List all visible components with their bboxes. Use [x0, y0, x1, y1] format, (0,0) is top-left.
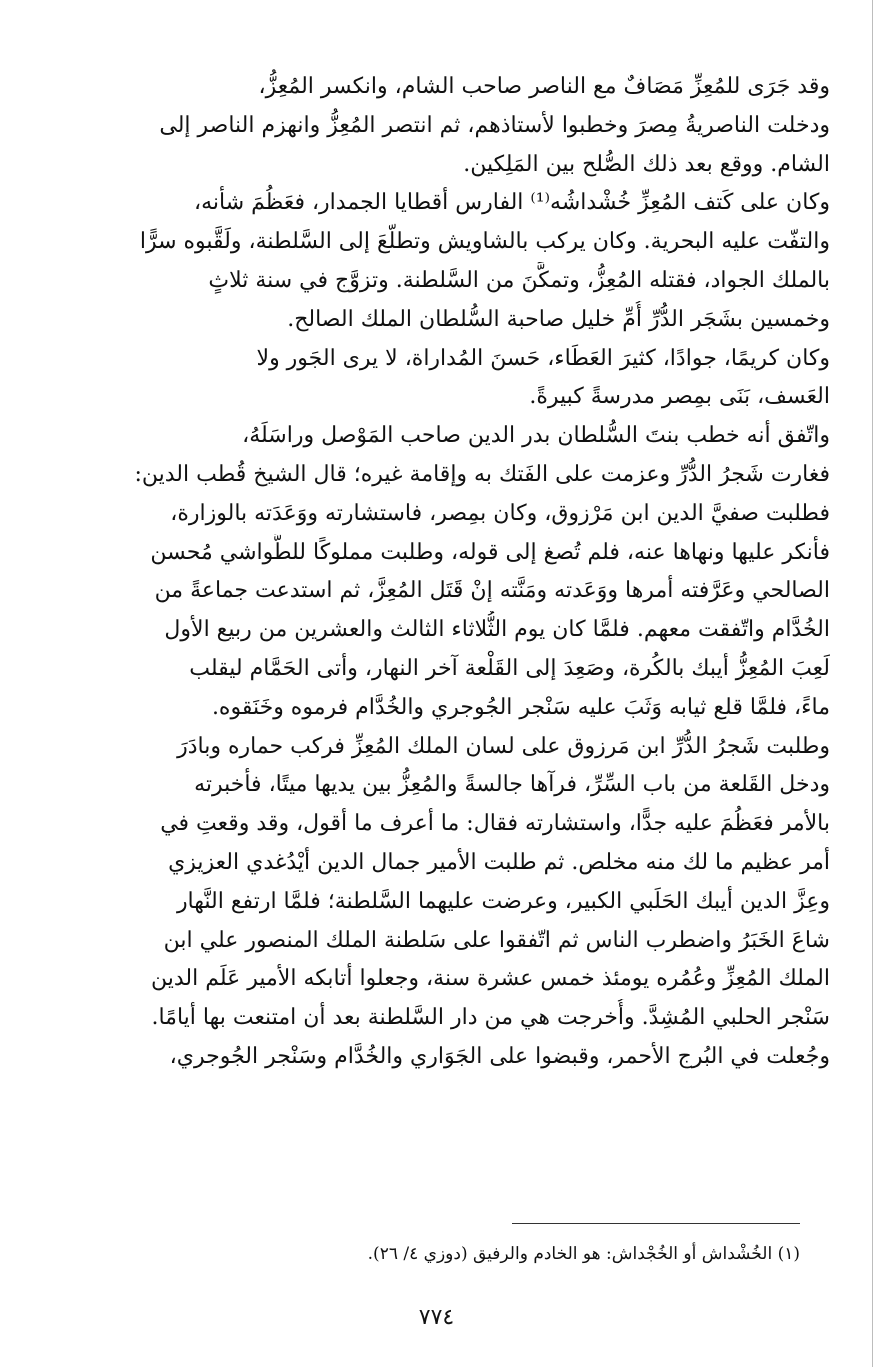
text-line: الملك المُعِزِّ وعُمُره يومئذ خمس عشرة سنة، وجعلوا أتابكه الأمير عَلَم الدين	[150, 966, 830, 992]
text-line: الصالحي وعَرَّفته أمرها ووَعَدته ومَنَّته إنْ قَتَل المُعِزَّ، ثم استدعت جماعةً من	[154, 578, 830, 604]
text-line: العَسف، بَنَى بمِصر مدرسةً كبيرةً.	[529, 384, 830, 410]
text-line: ماءً، فلمَّا قلع ثيابه وَثَبَ عليه سَنْجر الجُوجري والخُدَّام فرموه وخَنَقوه.	[211, 694, 830, 720]
text-line: وخمسين بشَجَر الدُّرِّ أُمِّ خليل صاحبة السُّلطان الملك الصالح.	[287, 306, 830, 332]
text-line: وكان على كَتف المُعِزِّ خُشْداشُه⁽¹⁾ الفارس أقطايا الجمدار، فعَظُمَ شأنه،	[194, 190, 830, 216]
text-line: واتّفق أنه خطب بنتَ السُّلطان بدر الدين صاحب المَوْصل وراسَلَهُ،	[242, 423, 830, 449]
text-line: وكان كريمًا، جوادًا، كثيرَ العَطَاء، حَسنَ المُداراة، لا يرى الجَور ولا	[256, 345, 830, 371]
text-line: فغارت شَجرُ الدُّرِّ وعزمت على الفَتك به وإقامة غيره؛ قال الشيخ قُطب الدين:	[134, 461, 830, 487]
text-line: الشام. ووقع بعد ذلك الصُّلح بين المَلِكين.	[463, 151, 830, 177]
text-line: وقد جَرَى للمُعِزِّ مَصَافٌ مع الناصر صاحب الشام، وانكسر المُعِزُّ،	[258, 74, 830, 99]
text-line: فأنكر عليها ونهاها عنه، فلم تُصغ إلى قوله، وطلبت مملوكًا للطَّواشي مُحسن	[150, 539, 830, 565]
text-line: بالأمر فعَظُمَ عليه جدًّا، واستشارته فقال: ما أعرف ما أقول، وقد وقعتِ في	[160, 811, 830, 837]
body-text	[34, 68, 830, 1077]
text-line: والتفّت عليه البحرية. وكان يركب بالشاويش وتطلّعَ إلى السَّلطنة، ولَقَّبوه سرًّا	[139, 229, 830, 255]
text-line: أمر عظيم ما لك منه مخلص. ثم طلبت الأمير جمال الدين أيْدُغدي العزيزي	[168, 849, 830, 875]
text-line: وعِزَّ الدين أيبك الحَلَبي الكبير، وعرضت عليهما السَّلطنة؛ فلمَّا ارتفع النَّهار	[176, 888, 830, 914]
text-line: بالملك الجواد، فقتله المُعِزُّ، وتمكَّنَ من السَّلطنة. وتزوَّج في سنة ثلاثٍ	[208, 267, 830, 293]
text-line: وجُعلت في البُرج الأحمر، وقبضوا على الجَوَاري والخُدَّام وسَنْجر الجُوجري،	[169, 1043, 830, 1069]
text-line: فطلبت صفيَّ الدين ابن مَرْزوق، وكان بمِصر، فاستشارته ووَعَدَته بالوزارة،	[170, 500, 830, 526]
text-line: ودخلت الناصريةُ مِصرَ وخطبوا لأستاذهم، ثم انتصر المُعِزُّ وانهزم الناصر إلى	[159, 112, 830, 138]
text-line: الخُدَّام واتّفقت معهم. فلمَّا كان يوم الثُّلاثاء الثالث والعشرين من ربيع الأول	[164, 617, 830, 643]
page-number: ٧٧٤	[418, 1305, 455, 1330]
footnote-separator	[512, 1223, 800, 1224]
text-line: شاعَ الخَبَرُ واضطرب الناس ثم اتّفقوا على سَلطنة الملك المنصور علي ابن	[163, 927, 830, 953]
text-line: سَنْجر الحلبي المُشِدَّ. وأُخرجت هي من دار السَّلطنة بعد أن امتنعت بها أيامًا.	[151, 1005, 830, 1031]
footnote: (١) الخُشْداش أو الخُجْداش: هو الخادم والرفيق (دوزي ٤/ ٢٦).	[367, 1244, 800, 1264]
text-line: ودخل القَلعة من باب السِّرِّ، فرآها جالسةً والمُعِزُّ بين يديها ميتًا، فأخبرته	[194, 772, 830, 798]
text-line: وطلبت شَجرُ الدُّرِّ ابن مَرزوق على لسان الملك المُعِزِّ فركب حماره وبادَرَ	[177, 733, 830, 759]
text-line: لَعِبَ المُعِزُّ أيبك بالكُرة، وصَعِدَ إلى القَلْعة آخر النهار، وأتى الحَمَّام ليقلب	[189, 655, 830, 681]
